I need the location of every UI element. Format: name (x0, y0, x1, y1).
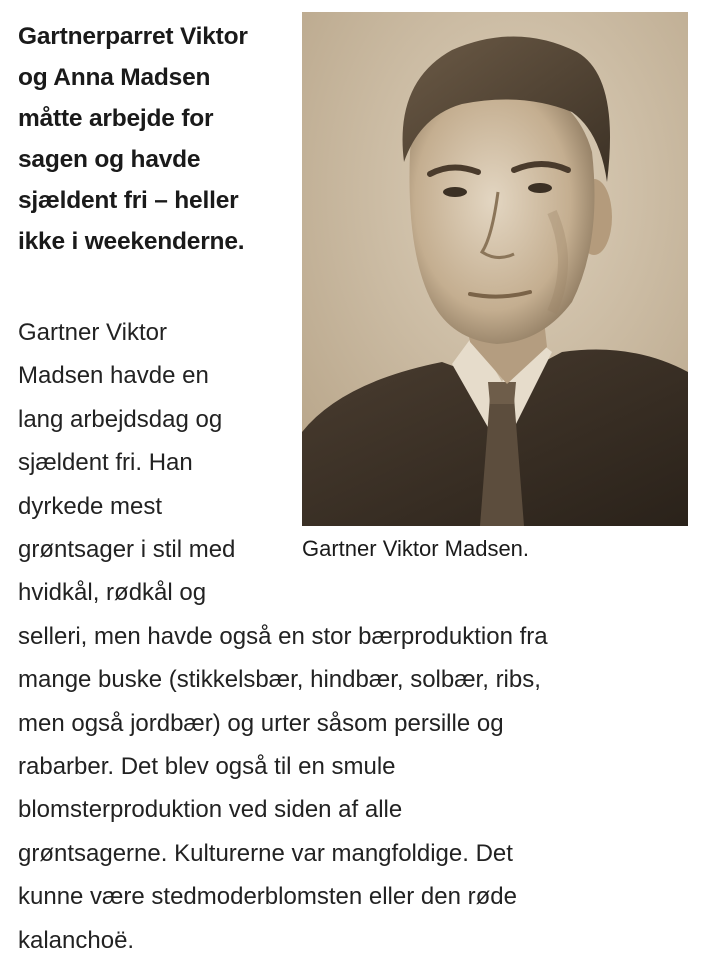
body-line: blomsterproduktion ved siden af alle (18, 796, 403, 824)
body-line: sjældent fri. Han (18, 449, 193, 477)
body-line: rabarber. Det blev også til en smule (18, 753, 396, 781)
body-line: hvidkål, rødkål og (18, 579, 207, 607)
article-headline (18, 16, 308, 262)
article-body (18, 311, 688, 962)
body-line: kalanchoë. (18, 926, 135, 954)
body-line: Gartner Viktor (18, 319, 167, 346)
headline-line: og Anna Madsen (18, 64, 211, 91)
body-line: men også jordbær) og urter såsom persille og (18, 709, 504, 737)
headline-line: sagen og havde (18, 146, 201, 173)
headline-line: måtte arbejde for (18, 105, 214, 132)
body-line: lang arbejdsdag og (18, 405, 223, 433)
headline-line: ikke i weekenderne. (18, 228, 245, 255)
body-line: dyrkede mest (18, 492, 163, 520)
headline-line: sjældent fri – heller (18, 187, 239, 214)
body-line: Madsen havde en (18, 362, 209, 390)
body-line: selleri, men havde også en stor bærproduktion fra (18, 622, 548, 650)
body-line: grøntsager i stil med (18, 536, 236, 564)
headline-line: Gartnerparret Viktor (18, 23, 248, 50)
body-line: kunne være stedmoderblomsten eller den røde (18, 883, 517, 911)
body-line: grøntsagerne. Kulturerne var mangfoldige. Det (18, 839, 513, 867)
photo-caption: Gartner Viktor Madsen. (302, 536, 530, 561)
body-line: mange buske (stikkelsbær, hindbær, solbær, ribs, (18, 666, 541, 694)
